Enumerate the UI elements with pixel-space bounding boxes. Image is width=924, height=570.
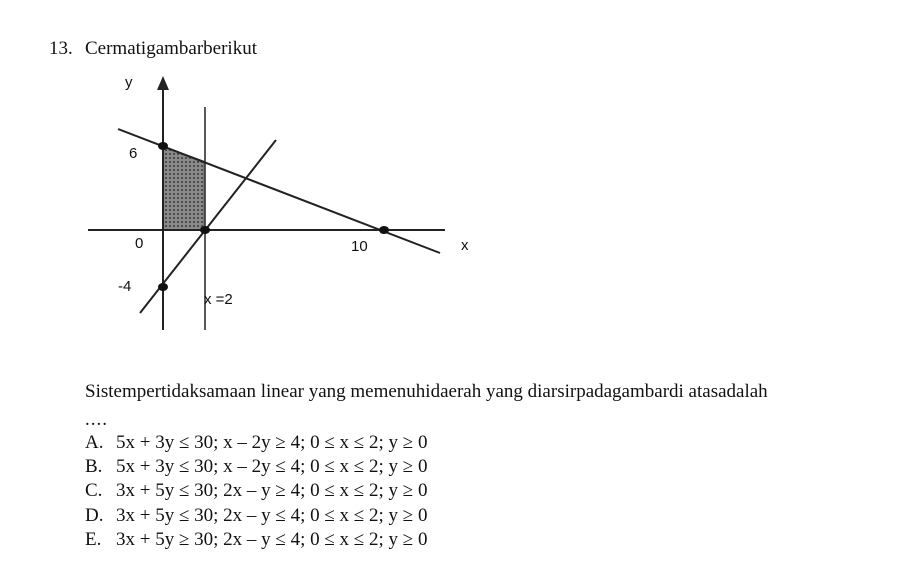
option-text: 3x + 5y ≤ 30; 2x – y ≥ 4; 0 ≤ x ≤ 2; y ≥ 0 bbox=[116, 480, 428, 501]
y-axis-arrow-icon bbox=[157, 76, 169, 90]
option-text: 3x + 5y ≤ 30; 2x – y ≤ 4; 0 ≤ x ≤ 2; y ≥ 0 bbox=[116, 505, 428, 526]
option-letter: B. bbox=[85, 456, 103, 477]
option-c[interactable] bbox=[85, 480, 427, 502]
point-x-2 bbox=[200, 226, 210, 234]
option-letter: D. bbox=[85, 505, 104, 526]
option-e[interactable] bbox=[85, 529, 427, 551]
label-10: 10 bbox=[351, 238, 368, 255]
option-text: 3x + 5y ≥ 30; 2x – y ≤ 4; 0 ≤ x ≤ 2; y ≥ 0 bbox=[116, 529, 428, 550]
option-b[interactable] bbox=[85, 456, 427, 478]
question-number: 13. bbox=[49, 38, 73, 59]
origin-label: 0 bbox=[135, 235, 144, 252]
option-text: 5x + 3y ≤ 30; x – 2y ≥ 4; 0 ≤ x ≤ 2; y ≥ 0 bbox=[116, 432, 428, 453]
option-letter: A. bbox=[85, 432, 104, 453]
point-y-6 bbox=[158, 142, 168, 150]
question-ellipsis: .... bbox=[85, 409, 108, 430]
x-axis-label: x bbox=[461, 237, 469, 254]
option-text: 5x + 3y ≤ 30; x – 2y ≤ 4; 0 ≤ x ≤ 2; y ≥ 0 bbox=[116, 456, 428, 477]
label-6: 6 bbox=[129, 145, 138, 162]
option-letter: E. bbox=[85, 529, 102, 550]
label-x-equals-2: x =2 bbox=[204, 291, 233, 308]
option-a[interactable] bbox=[85, 432, 427, 454]
option-letter: C. bbox=[85, 480, 103, 501]
question-title: Cermatigambarberikut bbox=[85, 38, 257, 59]
option-d[interactable] bbox=[85, 505, 427, 527]
question-stem: Sistempertidaksamaan linear yang memenuhidaerah yang diarsirpadagambardi atasadalah bbox=[85, 381, 768, 402]
point-y-neg4 bbox=[158, 283, 168, 291]
point-x-10 bbox=[379, 226, 389, 234]
y-axis-label: y bbox=[125, 74, 133, 91]
label-neg4: -4 bbox=[118, 278, 132, 295]
shaded-region bbox=[163, 146, 204, 230]
